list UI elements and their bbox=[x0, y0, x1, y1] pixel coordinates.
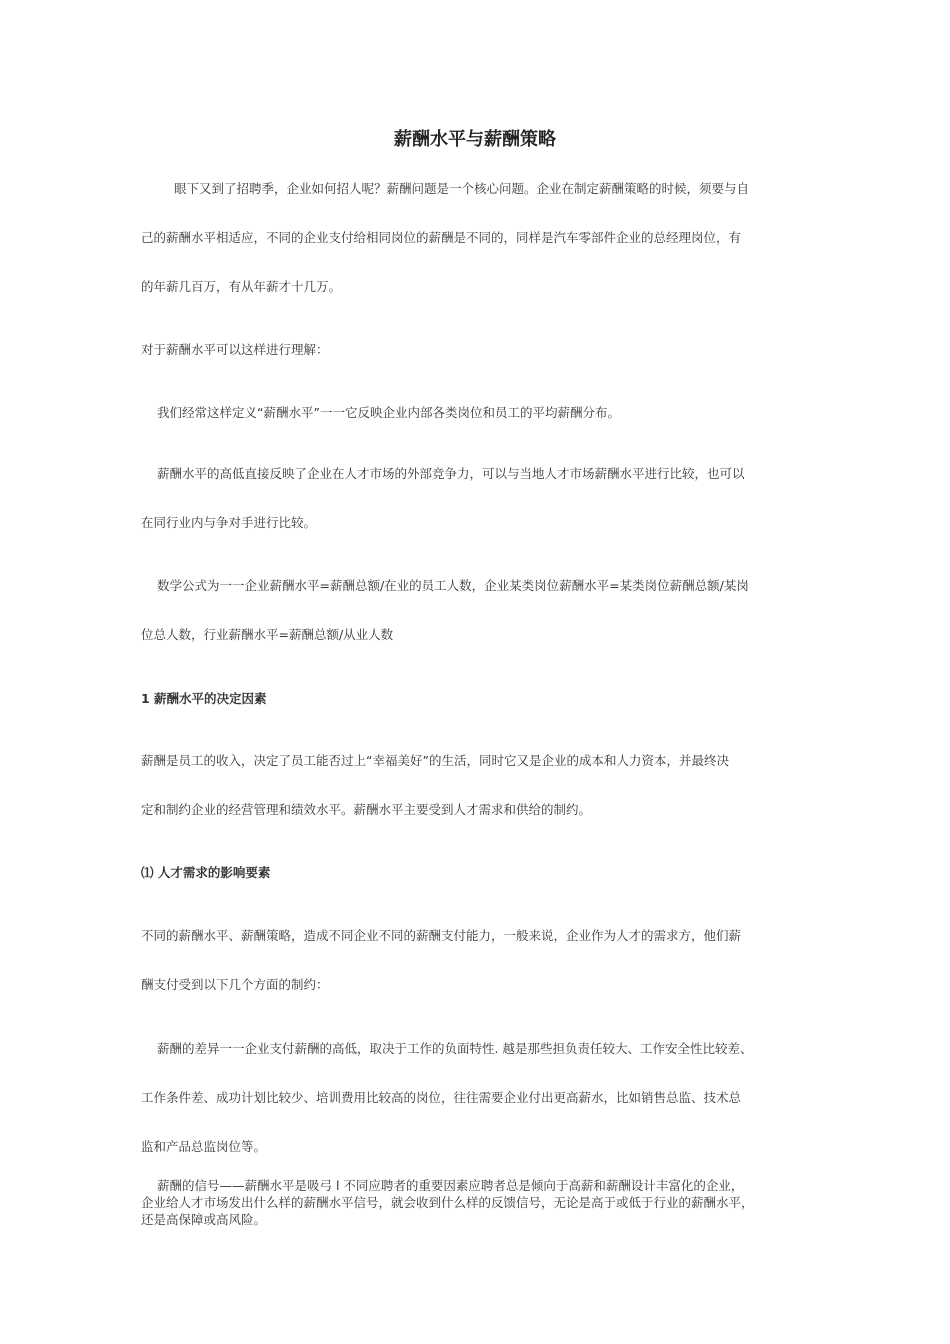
paragraph-line: 数学公式为一一企业薪酬水平=薪酬总额/在业的员工人数，企业某类岗位薪酬水平=某类岗位薪酬总额/某岗 bbox=[157, 578, 749, 593]
subsection-heading: ⑴ 人才需求的影响要素 bbox=[141, 865, 271, 880]
paragraph-line: 在同行业内与争对手进行比较。 bbox=[141, 515, 317, 530]
paragraph-line: 位总人数，行业薪酬水平=薪酬总额/从业人数 bbox=[141, 627, 394, 642]
paragraph-line: 酬支付受到以下几个方面的制约： bbox=[141, 977, 329, 992]
paragraph-line: 的年薪几百万，有从年薪才十几万。 bbox=[141, 279, 342, 294]
paragraph-line: 眼下又到了招聘季，企业如何招人呢？薪酬问题是一个核心问题。企业在制定薪酬策略的时候，须要与自 bbox=[174, 181, 750, 196]
paragraph-line: 薪酬的信号——薪酬水平是吸弓 l 不同应聘者的重要因素应聘者总是倾向于高薪和薪酬设计丰富化的企业， bbox=[157, 1178, 744, 1193]
paragraph-line: 监和产品总监岗位等。 bbox=[141, 1139, 267, 1154]
paragraph-line: 还是高保障或高风险。 bbox=[141, 1212, 267, 1227]
paragraph-line: 薪酬的差异一一企业支付薪酬的高低，取决于工作的负面特性. 越是那些担负责任较大、工作安全性比较差、 bbox=[157, 1041, 753, 1056]
paragraph-line: 薪酬是员工的收入，决定了员工能否过上“幸福美好”的生活，同时它又是企业的成本和人力资本，并最终决 bbox=[141, 753, 729, 768]
paragraph-line: 我们经常这样定义“薪酬水平”一一它反映企业内部各类岗位和员工的平均薪酬分布。 bbox=[157, 405, 620, 420]
paragraph-line: 定和制约企业的经营管理和绩效水平。薪酬水平主要受到人才需求和供给的制约。 bbox=[141, 802, 592, 817]
paragraph-line: 薪酬水平的高低直接反映了企业在人才市场的外部竞争力，可以与当地人才市场薪酬水平进行比较，也可以 bbox=[157, 466, 745, 481]
paragraph-line: 不同的薪酬水平、薪酬策略，造成不同企业不同的薪酬支付能力，一般来说，企业作为人才的需求方，他们薪 bbox=[141, 928, 742, 943]
section-heading: 1 薪酬水平的决定因素 bbox=[141, 691, 267, 706]
paragraph-line: 对于薪酬水平可以这样进行理解： bbox=[141, 342, 329, 357]
paragraph-line: 己的薪酬水平相适应，不同的企业支付给相同岗位的薪酬是不同的，同样是汽车零部件企业的总经理岗位，有 bbox=[141, 230, 742, 245]
paragraph-line: 企业给人才市场发出什么样的薪酬水平信号，就会收到什么样的反馈信号，无论是高于或低于行业的薪酬水平， bbox=[141, 1195, 754, 1210]
paragraph-line: 工作条件差、成功计划比较少、培训费用比较高的岗位，往往需要企业付出更高薪水，比如销售总监、技术总 bbox=[141, 1090, 742, 1105]
document-title: 薪酬水平与薪酬策略 bbox=[394, 129, 556, 150]
